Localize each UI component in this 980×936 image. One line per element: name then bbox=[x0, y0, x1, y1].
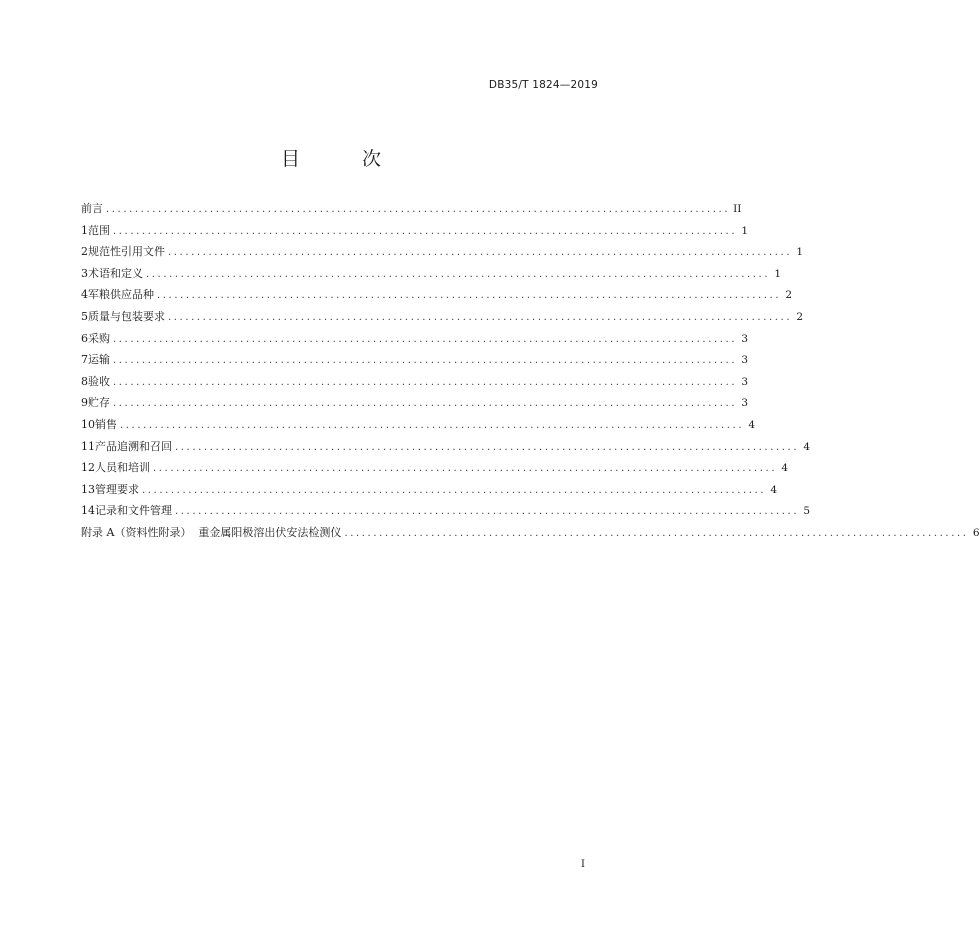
toc-entry-appendix-a[interactable] bbox=[81, 524, 980, 546]
toc-leader-dots: ............................................................................................................ bbox=[113, 398, 738, 410]
toc-entry-8[interactable] bbox=[81, 373, 749, 395]
toc-entry-label: 产品追溯和召回 bbox=[95, 439, 172, 453]
toc-leader-dots: ............................................................................................................ bbox=[168, 247, 793, 259]
toc-leader-dots: ............................................................................................................ bbox=[344, 527, 969, 539]
toc-entry-3[interactable] bbox=[81, 265, 782, 287]
toc-entry-number: 10 bbox=[81, 417, 95, 431]
toc-entry-number: 7 bbox=[81, 353, 88, 367]
toc-entry-foreword[interactable] bbox=[81, 200, 742, 222]
toc-entry-7[interactable] bbox=[81, 351, 749, 373]
toc-entry-page: 2 bbox=[785, 289, 793, 302]
toc-entry-page: 3 bbox=[741, 375, 749, 388]
toc-entry-number: 14 bbox=[81, 504, 95, 518]
toc-entry-4[interactable] bbox=[81, 286, 793, 308]
toc-entry-1[interactable] bbox=[81, 222, 749, 244]
toc-entry-number: 4 bbox=[81, 288, 88, 302]
toc-entry-number: 11 bbox=[81, 439, 95, 453]
toc-entry-page: 1 bbox=[774, 267, 782, 280]
toc-leader-dots: ............................................................................................................ bbox=[113, 355, 738, 367]
toc-entry-page: 2 bbox=[796, 310, 804, 323]
toc-entry-page: 3 bbox=[741, 332, 749, 345]
toc-entry-12[interactable] bbox=[81, 459, 789, 481]
toc-entry-number: 1 bbox=[81, 223, 88, 237]
toc-entry-page: 4 bbox=[803, 440, 811, 453]
toc-entry-page: 4 bbox=[781, 462, 789, 475]
toc-entry-11[interactable] bbox=[81, 438, 811, 460]
toc-leader-dots: ............................................................................................................ bbox=[157, 290, 782, 302]
toc-entry-label: 管理要求 bbox=[95, 482, 139, 496]
toc-entry-label: 销售 bbox=[95, 417, 117, 431]
toc-entry-page: 3 bbox=[741, 397, 749, 410]
toc-entry-number: 9 bbox=[81, 396, 88, 410]
toc-entry-label: 运输 bbox=[88, 353, 110, 367]
toc-leader-dots: ............................................................................................................ bbox=[153, 463, 778, 475]
toc-entry-page: 3 bbox=[741, 354, 749, 367]
toc-entry-2[interactable] bbox=[81, 243, 804, 265]
toc-entry-label: 人员和培训 bbox=[95, 461, 150, 475]
toc-leader-dots: ............................................................................................................ bbox=[142, 484, 767, 496]
table-of-contents bbox=[81, 200, 980, 546]
toc-entry-page: 6 bbox=[972, 526, 980, 539]
page-number: I bbox=[581, 859, 585, 870]
toc-title: 目 次 bbox=[280, 148, 410, 170]
toc-entry-number: 5 bbox=[81, 309, 88, 323]
toc-entry-14[interactable] bbox=[81, 502, 811, 524]
toc-entry-label: 附录 A（资料性附录） 重金属阳极溶出伏安法检测仪 bbox=[81, 525, 342, 539]
toc-entry-label: 质量与包装要求 bbox=[88, 309, 165, 323]
toc-entry-label: 前言 bbox=[81, 202, 103, 215]
toc-entry-page: 1 bbox=[741, 224, 749, 237]
toc-entry-5[interactable] bbox=[81, 308, 804, 330]
toc-entry-page: 1 bbox=[796, 246, 804, 259]
toc-entry-label: 采购 bbox=[88, 331, 110, 345]
toc-entry-9[interactable] bbox=[81, 394, 749, 416]
toc-entry-page: II bbox=[733, 203, 742, 215]
toc-entry-label: 验收 bbox=[88, 374, 110, 388]
toc-leader-dots: ............................................................................................................ bbox=[113, 333, 738, 345]
toc-entry-label: 规范性引用文件 bbox=[88, 245, 165, 259]
toc-leader-dots: ............................................................................................................ bbox=[113, 376, 738, 388]
toc-entry-number: 12 bbox=[81, 461, 95, 475]
toc-leader-dots: ............................................................................................................ bbox=[175, 441, 800, 453]
toc-entry-label: 范围 bbox=[88, 223, 110, 237]
toc-entry-13[interactable] bbox=[81, 481, 778, 503]
toc-leader-dots: ............................................................................................................ bbox=[146, 268, 771, 280]
document-code: DB35/T 1824—2019 bbox=[488, 79, 598, 91]
toc-entry-label: 军粮供应品种 bbox=[88, 288, 154, 302]
toc-entry-label: 记录和文件管理 bbox=[95, 504, 172, 518]
toc-entry-number: 13 bbox=[81, 482, 95, 496]
toc-entry-number: 8 bbox=[81, 374, 88, 388]
toc-entry-10[interactable] bbox=[81, 416, 756, 438]
toc-entry-label: 贮存 bbox=[88, 396, 110, 410]
toc-leader-dots: ............................................................................................................ bbox=[168, 311, 793, 323]
toc-entry-number: 3 bbox=[81, 266, 88, 280]
toc-leader-dots: ............................................................................................................ bbox=[113, 225, 738, 237]
toc-entry-number: 6 bbox=[81, 331, 88, 345]
toc-leader-dots: ............................................................................................................ bbox=[106, 204, 731, 215]
toc-leader-dots: ............................................................................................................ bbox=[120, 419, 745, 431]
toc-entry-page: 4 bbox=[748, 418, 756, 431]
toc-entry-page: 5 bbox=[803, 505, 811, 518]
toc-entry-page: 4 bbox=[770, 483, 778, 496]
toc-entry-number: 2 bbox=[81, 245, 88, 259]
toc-entry-label: 术语和定义 bbox=[88, 266, 143, 280]
toc-entry-6[interactable] bbox=[81, 330, 749, 352]
toc-leader-dots: ............................................................................................................ bbox=[175, 506, 800, 518]
